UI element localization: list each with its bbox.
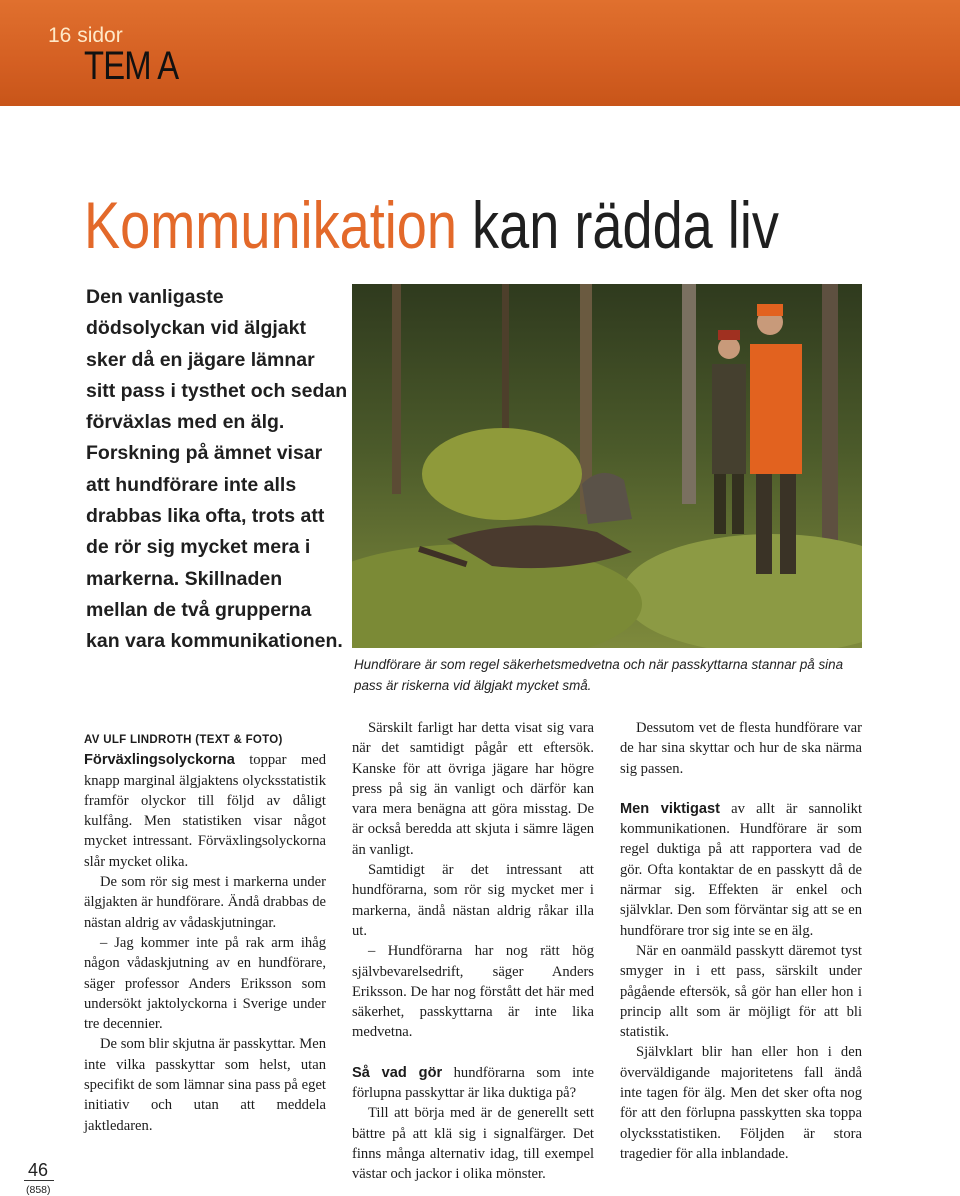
article-lead: Den vanligaste dödsolyckan vid älgjakt sker då en jägare lämnar sitt pass i tysthet och sedan förväxlas med en älg. Forskning på ämnet visar att hundförare inte alls drabbas lika ofta, trots att de rör sig mycket mera i markerna. Skillnaden mellan de två grupperna kan vara kommunikationen. <box>86 286 348 653</box>
headline-accent: Kommunikation <box>84 188 458 262</box>
paragraph: Självklart blir han eller hon i den överväldigande majoritetens fall ändå inte tagen för älg. Men det sker ofta nog för att den förlupna passkytten ska toppa olycksstatistiken. Följden är stora tragedier för alla inblandade. <box>620 1044 862 1162</box>
headline-rest: kan rädda liv <box>472 188 779 262</box>
paragraph: – Jag kommer inte på rak arm ihåg någon vådaskjutning av en hundförare, säger professor Anders Eriksson som undersökt jaktolyckorna i Sverige under tre decennier. <box>84 934 326 1033</box>
paragraph: Samtidigt är det intressant att hundförarna, som rör sig mycket mer i markerna, ändå nästan aldrig råkar illa ut. <box>352 862 594 939</box>
paragraph: Till att börja med är de generellt sett bättre på att klä sig i signalfärger. Det finns många alternativ idag, till exempel västar och jackor i olika mönster. <box>352 1105 594 1183</box>
lead-in: Så vad gör <box>352 1064 443 1081</box>
section-kicker: 16 sidor <box>48 24 123 47</box>
paragraph <box>620 799 862 941</box>
lead-in: Men viktigast <box>620 800 720 817</box>
paragraph-text: av allt är sannolikt kommunikationen. Hundförare är som regel duktiga på att rapportera vad de gör. Ofta kontaktar de en passkytt då de närmar sig. Effekten är enkel och självklar. Den som förväntar sig att se en hundförare tror sig inte se en älg. <box>620 800 863 939</box>
article-headline <box>84 186 779 264</box>
paragraph <box>352 1063 594 1104</box>
paragraph-text: toppar med knapp marginal älgjaktens olycksstatistik framför olyckor till följd av dåligt kulfång. Men statistiken visar något mycket intressant. Förväxlingsolyckorna slår mycket olika. <box>84 752 326 870</box>
paragraph: De som blir skjutna är passkyttar. Men inte vilka passkyttar som helst, utan specifikt de som lämnar sina pass på eget initiativ och utan att meddela jaktledaren. <box>84 1036 326 1134</box>
page-number-rule <box>24 1180 54 1181</box>
paragraph-text: hundförarna som inte förlupna passkyttar är lika duktiga på? <box>352 1064 594 1102</box>
column-2 <box>352 718 594 1185</box>
paragraph <box>84 750 326 872</box>
paragraph: Dessutom vet de flesta hundförare var de har sina skyttar och hur de ska närma sig passen. <box>620 720 862 777</box>
column-3 <box>620 718 862 1164</box>
section-title: TEM A <box>84 44 179 88</box>
section-banner <box>0 0 960 106</box>
photo-illustration <box>352 284 862 648</box>
page-number: 46 <box>28 1160 49 1180</box>
paragraph: Särskilt farligt har detta visat sig vara när det samtidigt pågår ett eftersök. Kanske för att övriga jägare har högre press på sig än vanligt och därför kan vara mera benägna att göra misstag. De är också beredda att skjuta i sämre lägen än vanligt. <box>352 720 594 858</box>
paragraph: – Hundförarna har nog rätt hög självbevarelsedrift, säger Anders Eriksson. De har nog förstått det här med säkerhet, passkyttarna är inte lika medvetna. <box>352 943 594 1041</box>
article-photo <box>352 284 862 648</box>
byline: AV ULF LINDROTH (TEXT & FOTO) <box>84 734 283 746</box>
photo-caption: Hundförare är som regel säkerhetsmedvetna och när passkyttarna stannar på sina pass är riskerna vid älgjakt mycket små. <box>354 657 844 693</box>
lead-in: Förväxlingsolyckorna <box>84 752 235 769</box>
paragraph: När en oanmäld passkytt däremot tyst smyger in i ett pass, särskilt under pågående eftersök, så gör han eller hon i princip allt som är möjligt för att bli statistik. <box>620 942 862 1041</box>
page-number-sub: (858) <box>26 1184 51 1196</box>
paragraph: De som rör sig mest i markerna under älgjakten är hundförare. Ändå drabbas de nästan aldrig av vådaskjutningar. <box>84 874 326 931</box>
column-1 <box>84 730 326 1136</box>
